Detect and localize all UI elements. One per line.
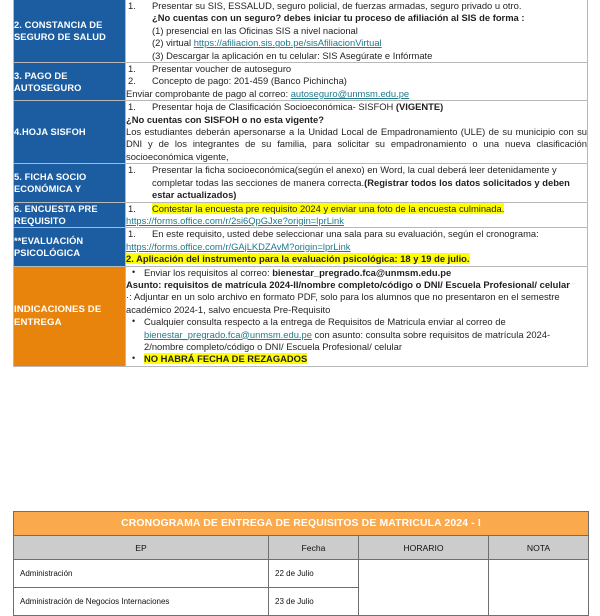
- row7-bullet-1: [126, 267, 587, 279]
- row4-line1-text: Presentar la ficha socioeconómica(según el anexo) en Word, la cual deberá leer detenidamente y completar todas las secciones de manera correcta.: [152, 164, 557, 188]
- cronograma-header-horario: HORARIO: [359, 536, 489, 560]
- cronograma-table: [13, 511, 589, 616]
- table-row: [14, 101, 588, 164]
- row1-line2: [126, 12, 587, 24]
- cronograma-fecha-0: 22 de Julio: [269, 560, 359, 588]
- list-number: 2.: [128, 75, 136, 87]
- requirement-body-indicaciones-entrega: [126, 266, 588, 366]
- row2-line2: [126, 75, 587, 87]
- list-number: 1.: [128, 63, 136, 75]
- list-number: 1.: [128, 228, 136, 240]
- row4-line1: [126, 164, 587, 201]
- encuesta-forms-link[interactable]: https://forms.office.com/r/2si6QpGJxe?origin=lprLink: [126, 214, 344, 226]
- row7-bullet-4: [126, 316, 587, 353]
- requirement-body-hoja-sisfoh: [126, 101, 588, 164]
- row7-b1-prefix: Enviar los requisitos al correo:: [144, 266, 273, 278]
- bullet-icon: •: [132, 353, 136, 364]
- row3-line3: Los estudiantes deberán apersonarse a la Unidad Local de Empadronamiento (ULE) de su municipio con su DNI y de los integrantes de su familia, para solicitar su empadronamiento o una nueva clasificación socioeconómica vigente,: [126, 126, 587, 162]
- row7-bullet-3: ·: Adjuntar en un solo archivo en formato PDF, solo para los alumnos que no presentaron en el semestre académico 2024-1, salvo encuesta Pre-Requisito: [126, 291, 560, 315]
- requirement-label-hoja-sisfoh: 4.HOJA SISFOH: [14, 101, 126, 164]
- table-row: [14, 228, 588, 266]
- requirement-label-evaluacion-psicologica: **EVALUACIÓN PSICOLÓGICA: [14, 228, 126, 266]
- table-row: [14, 560, 589, 588]
- table-row: [14, 164, 588, 202]
- cronograma-title: CRONOGRAMA DE ENTREGA DE REQUISITOS DE MATRICULA 2024 - I: [14, 512, 589, 536]
- requirement-body-constancia-seguro: [126, 0, 588, 63]
- cronograma-header-ep: EP: [14, 536, 269, 560]
- requirements-table: [13, 0, 588, 367]
- requirement-body-ficha-socioeconomica: [126, 164, 588, 202]
- bullet-icon: •: [132, 316, 136, 327]
- row7-b2-text: Asunto: requisitos de matrícula 2024-II/nombre completo/código o DNI/ Escuela Profesional/ celular: [126, 278, 570, 290]
- row2-line3: [126, 88, 587, 100]
- sis-afiliacion-link[interactable]: https://afiliacion.sis.gob.pe/sisAfiliacionVirtual: [193, 37, 382, 49]
- row1-line4: [126, 37, 587, 49]
- bienestar-email: bienestar_pregrado.fca@unmsm.edu.pe: [272, 266, 452, 278]
- table-row: [14, 0, 588, 63]
- cronograma-header-nota: NOTA: [489, 536, 589, 560]
- table-row: [14, 63, 588, 101]
- row5-line1-text: Contestar la encuesta pre requisito 2024 y enviar una foto de la encuesta culminada.: [152, 202, 505, 214]
- no-rezagados-text: NO HABRÁ FECHA DE REZAGADOS: [144, 353, 308, 365]
- cronograma-header-fecha: Fecha: [269, 536, 359, 560]
- row6-line2: [126, 241, 587, 253]
- row2-line1-text: Presentar voucher de autoseguro: [152, 63, 292, 75]
- cronograma-nota-merged: [489, 560, 589, 616]
- requirement-body-pago-autoseguro: [126, 63, 588, 101]
- requirement-label-pago-autoseguro: 3. PAGO DE AUTOSEGURO: [14, 63, 126, 101]
- row1-line3: (1) presencial en las Oficinas SIS a nivel nacional: [152, 24, 358, 36]
- list-number: 1.: [128, 164, 136, 176]
- row3-vigente: (VIGENTE): [395, 101, 444, 113]
- requirement-label-encuesta-prerequisito: 6. ENCUESTA PRE REQUISITO: [14, 202, 126, 228]
- row2-line3-prefix: Enviar comprobante de pago al correo:: [126, 87, 291, 99]
- row1-line1: [126, 0, 587, 12]
- row1-line2-text: ¿No cuentas con un seguro? debes iniciar tu proceso de afiliación al SIS de forma :: [152, 12, 525, 24]
- row6-line1: [126, 228, 587, 240]
- list-number: 1.: [128, 0, 136, 11]
- requirement-label-ficha-socioeconomica: 5. FICHA SOCIO ECONÓMICA Y: [14, 164, 126, 202]
- requirement-body-evaluacion-psicologica: [126, 228, 588, 266]
- cronograma-title-row: [14, 512, 589, 536]
- row7-bullet-5: [126, 353, 587, 365]
- row3-line1-prefix: Presentar hoja de Clasificación Socioeconómica- SISFOH: [152, 101, 396, 113]
- table-row: [14, 202, 588, 228]
- requirement-label-indicaciones-entrega: INDICACIONES DE ENTREGA: [14, 266, 126, 366]
- list-number: 1.: [128, 101, 136, 113]
- requirement-body-encuesta-prerequisito: [126, 202, 588, 228]
- row7-bullet-2: [126, 279, 587, 291]
- row1-line1-text: Presentar su SIS, ESSALUD, seguro policial, de fuerzas armadas, seguro privado u otro.: [152, 0, 522, 11]
- row4-bold-note: (Registrar todos los datos solicitados y deben estar actualizados): [152, 176, 570, 201]
- cronograma-fecha-1: 23 de Julio: [269, 588, 359, 616]
- requirement-label-constancia-seguro: 2. CONSTANCIA DE SEGURO DE SALUD: [14, 0, 126, 63]
- row6-line1-text: En este requisito, usted debe seleccionar una sala para su evaluación, según el cronograma:: [152, 228, 539, 240]
- row3-line1: [126, 101, 587, 113]
- row7-b4-prefix: Cualquier consulta respecto a la entrega de Requisitos de Matricula enviar al correo de: [144, 316, 506, 328]
- row3-line2: [126, 114, 587, 126]
- row6-line3-text: 2. Aplicación del instrumento para la evaluación psicológica: 18 y 19 de julio.: [126, 253, 470, 265]
- row2-line1: [126, 63, 587, 75]
- bienestar-email-link[interactable]: bienestar_pregrado.fca@unmsm.edu.pe: [144, 328, 312, 340]
- cronograma-header-row: [14, 536, 589, 560]
- row5-line1: [126, 203, 587, 215]
- evaluacion-forms-link[interactable]: https://forms.office.com/r/GAjLKDZAvM?origin=lprLink: [126, 240, 351, 252]
- autoseguro-email-link[interactable]: autoseguro@unmsm.edu.pe: [290, 87, 410, 99]
- row2-line2-text: Concepto de pago: 201-459 (Banco Pichincha): [152, 75, 347, 87]
- table-row: [14, 266, 588, 366]
- cronograma-horario-merged: [359, 560, 489, 616]
- row5-line2: [126, 215, 587, 227]
- row3-line2-text: ¿No cuentas con SISFOH o no esta vigente?: [126, 113, 324, 125]
- row7-b4-suffix: con asunto: consulta sobre requisitos de matrícula 2024-2/nombre completo/código o DNI/ Escuela Profesional/ celular: [144, 328, 551, 352]
- row1-line5: (3) Descargar la aplicación en tu celular: SIS Asegúrate e Infórmate: [152, 49, 433, 61]
- bullet-icon: •: [132, 266, 136, 277]
- row6-line3: [126, 253, 587, 265]
- list-number: 1.: [128, 202, 136, 214]
- cronograma-ep-1: Administración de Negocios Internaciones: [14, 588, 269, 616]
- row1-line4-prefix: (2) virtual: [152, 37, 194, 49]
- cronograma-ep-0: Administración: [14, 560, 269, 588]
